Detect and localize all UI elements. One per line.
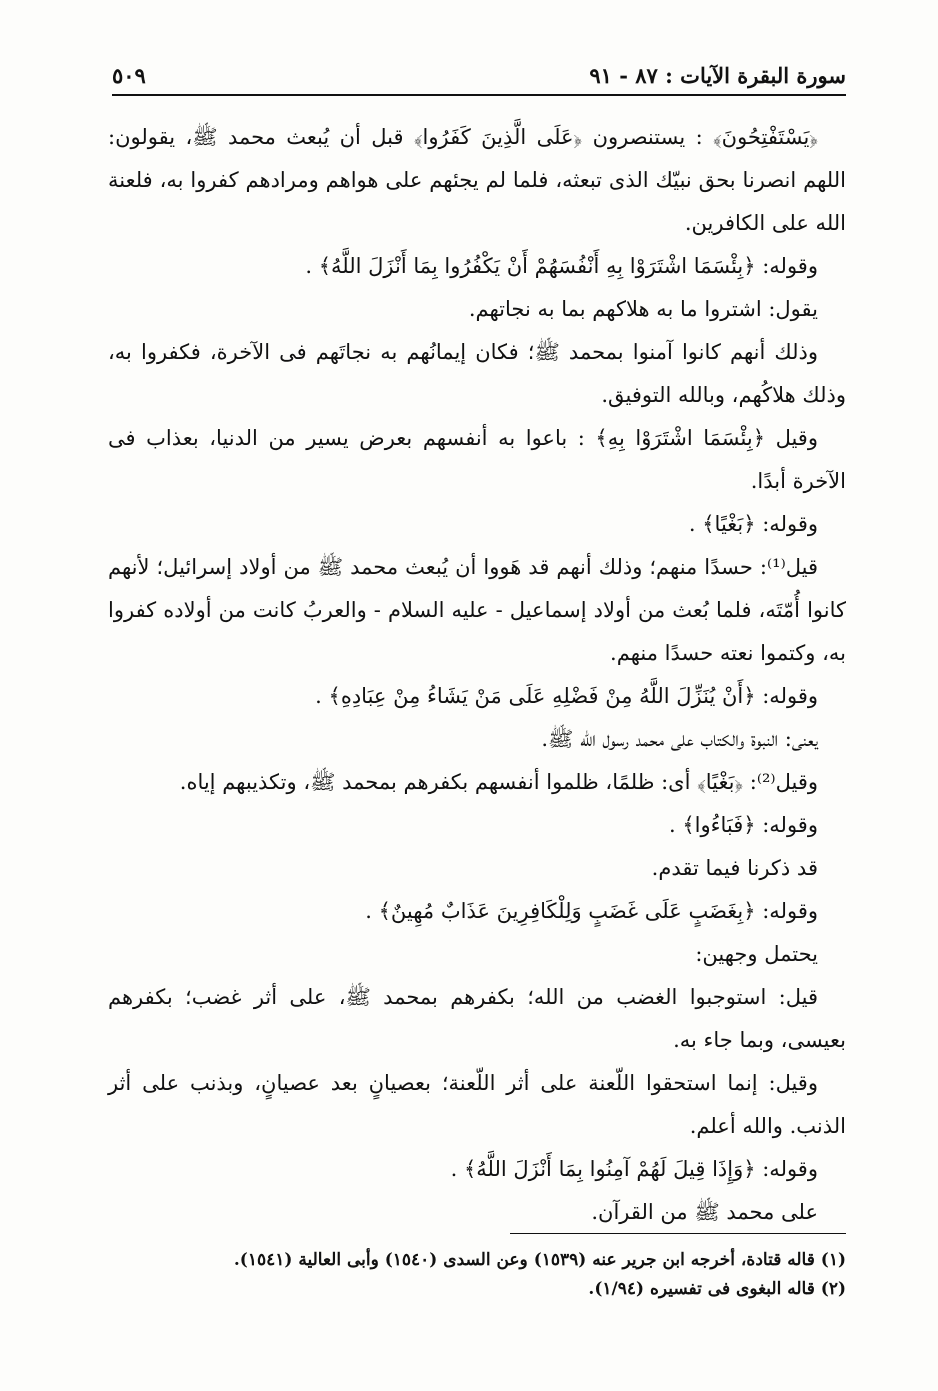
paragraph-13: وقوله: ﴿بِغَضَبٍ عَلَى غَضَبٍ وَلِلْكَافِرِينَ عَذَابٌ مُهِينٌ﴾ . bbox=[365, 899, 818, 923]
paragraph-2: وقوله: ﴿بِئْسَمَا اشْتَرَوْا بِهِ أَنْفُسَهُمْ أَنْ يَكْفُرُوا بِمَا أَنْزَلَ اللَّهُ﴾ . bbox=[305, 254, 818, 278]
paragraph-10: وقيل⁽²⁾: ﴿بَغْيًا﴾ أى: ظلمًا، ظلموا أنفسهم بكفرهم بمحمد ﷺ، وتكذيبهم إياه. bbox=[179, 770, 818, 794]
footnote-divider bbox=[510, 1233, 846, 1234]
paragraph-5: وقيل ﴿بِئْسَمَا اشْتَرَوْا بِهِ﴾ : باعوا به أنفسهم بعرض يسير من الدنيا، بعذاب فى الآخرة أبدًا. bbox=[108, 426, 846, 493]
paragraph-17: وقوله: ﴿وَإِذَا قِيلَ لَهُمْ آمِنُوا بِمَا أَنْزَلَ اللَّهُ﴾ . bbox=[450, 1157, 818, 1181]
footnote-1: (١) قاله قتادة، أخرجه ابن جرير عنه (١٥٣٩) وعن السدى (١٥٤٠) وأبى العالية (١٥٤١). bbox=[233, 1250, 846, 1270]
paragraph-4: وذلك أنهم كانوا آمنوا بمحمد ﷺ؛ فكان إيمانُهم به نجاتَهم فى الآخرة، فكفروا به، وذلك هلاكُهم، وبالله التوفيق. bbox=[108, 340, 846, 407]
paragraph-15: قيل: استوجبوا الغضب من الله؛ بكفرهم بمحمد ﷺ، على أثر غضب؛ بكفرهم بعيسى، وبما جاء به. bbox=[108, 985, 846, 1052]
paragraph-9: يعنى: النبوة والكتاب على محمد رسول الله ﷺ. bbox=[541, 727, 818, 751]
paragraph-18: على محمد ﷺ من القرآن. bbox=[591, 1200, 818, 1224]
paragraph-11: وقوله: ﴿فَبَاءُوا﴾ . bbox=[668, 813, 818, 837]
paragraph-16: وقيل: إنما استحقوا اللّعنة على أثر اللّعنة؛ بعصيانٍ بعد عصيانٍ، وبذنب على أثر الذنب. والله أعلم. bbox=[108, 1071, 846, 1138]
paragraph-3: يقول: اشتروا ما به هلاكهم بما به نجاتهم. bbox=[468, 297, 818, 321]
body-text bbox=[108, 116, 846, 1234]
paragraph-6: وقوله: ﴿بَغْيًا﴾ . bbox=[688, 512, 818, 536]
paragraph-12: قد ذكرنا فيما تقدم. bbox=[651, 856, 818, 880]
footnotes bbox=[108, 1246, 846, 1304]
footnote-2: (٢) قاله البغوى فى تفسيره (١/٩٤). bbox=[588, 1279, 846, 1299]
running-title: سورة البقرة الآيات : ٨٧ - ٩١ bbox=[589, 63, 846, 88]
page-number: ٥٠٩ bbox=[112, 63, 146, 88]
page-header bbox=[112, 56, 846, 96]
paragraph-14: يحتمل وجهين: bbox=[695, 942, 818, 966]
paragraph-7: قيل⁽¹⁾: حسدًا منهم؛ وذلك أنهم قد هَووا أن يُبعث محمد ﷺ من أولاد إسرائيل؛ لأنهم كانوا أُمّتَه، فلما بُعث من أولاد إسماعيل - عليه السلام - والعربُ كانت من أولاده كفروا به، وكتموا نعته حسدًا منهم. bbox=[108, 555, 846, 665]
paragraph-1: ﴿يَسْتَفْتِحُونَ﴾ : يستنصرون ﴿عَلَى الَّذِينَ كَفَرُوا﴾ قبل أن يُبعث محمد ﷺ، يقولون: اللهم انصرنا بحق نبيّك الذى تبعثه، فلما لم يجئهم على هواهم ومرادهم كفروا به، فلعنة الله على الكافرين. bbox=[108, 125, 846, 235]
paragraph-8: وقوله: ﴿أَنْ يُنَزِّلَ اللَّهُ مِنْ فَضْلِهِ عَلَى مَنْ يَشَاءُ مِنْ عِبَادِهِ﴾ . bbox=[315, 684, 818, 708]
